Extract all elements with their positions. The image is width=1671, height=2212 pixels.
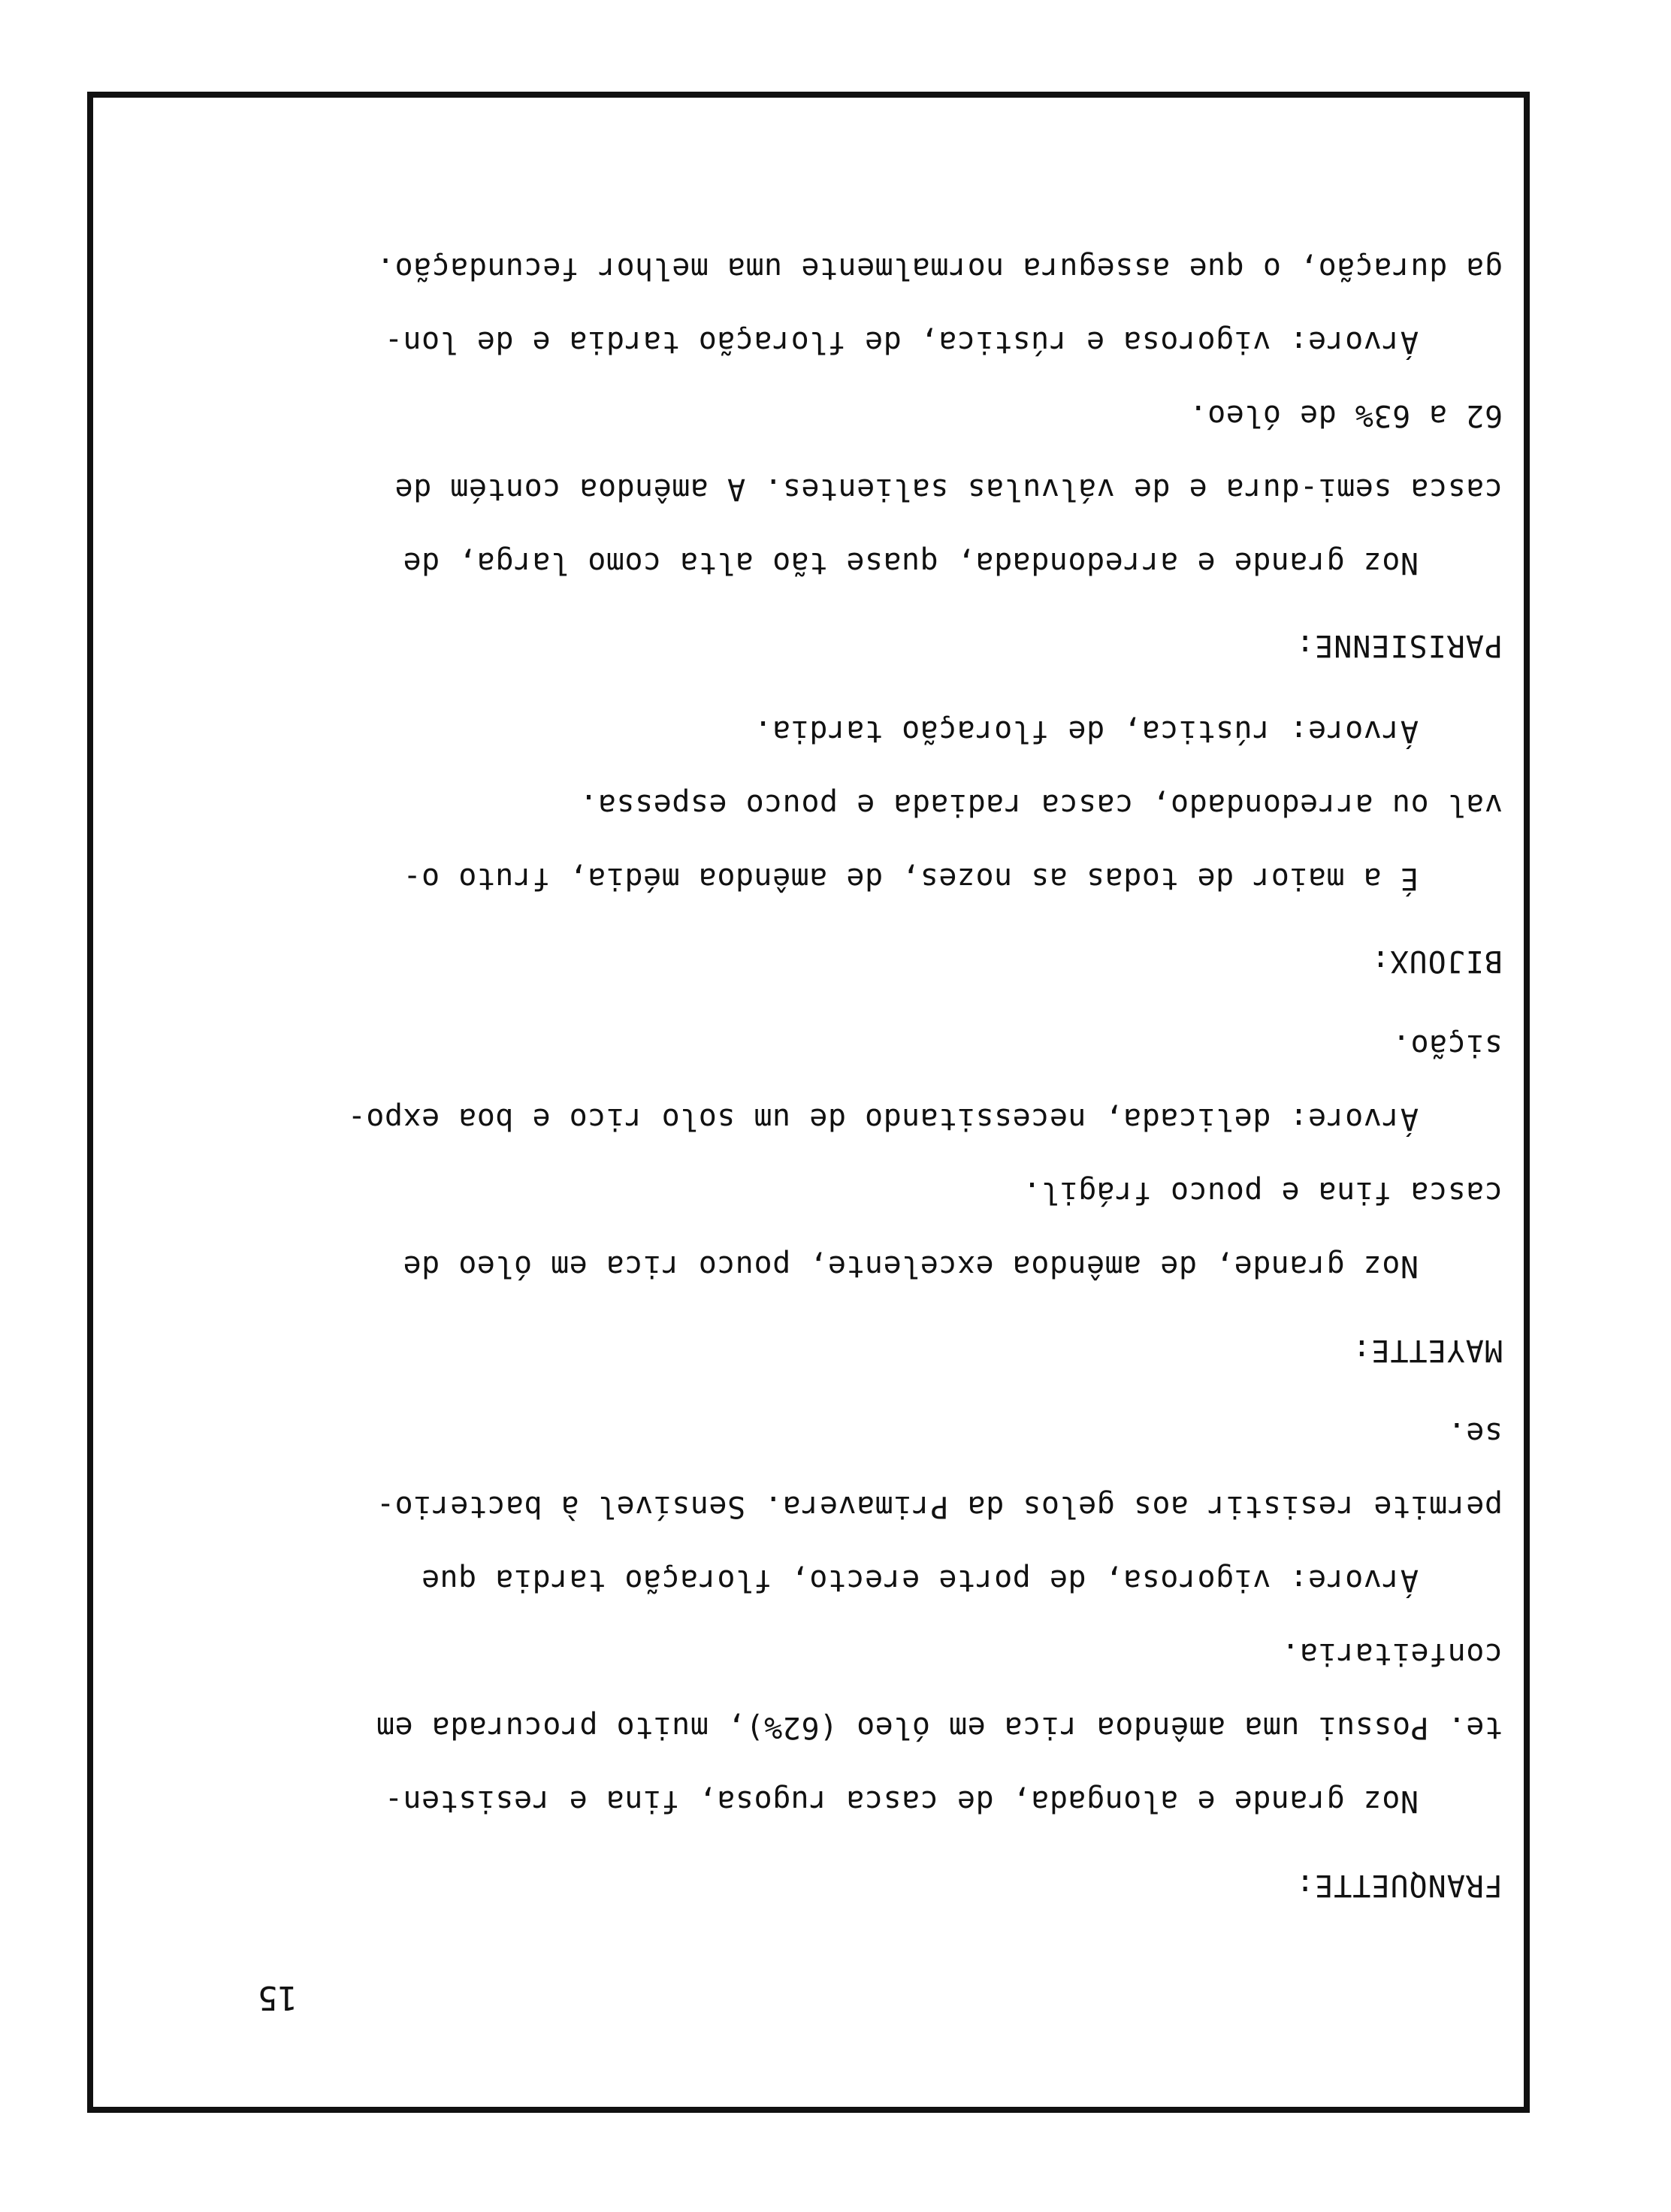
section-heading: FRANQUETTE: (1295, 1868, 1503, 1902)
text-line: permite resistir aos gelos da Primavera. Sensível à bacterio- (376, 1489, 1503, 1524)
text-line: confeitaria. (1281, 1636, 1503, 1671)
text-line: É a maior de todas as nozes, de amêndoa média, fruto o- (402, 861, 1419, 896)
page-border (87, 92, 1530, 2113)
page-number: 15 (258, 1978, 298, 2017)
section-heading: BIJOUX: (1370, 944, 1503, 978)
text-line: se. (1447, 1416, 1503, 1450)
text-line: ga duração, o que assegura normalmente uma melhor fecundação. (376, 251, 1503, 286)
text-line: Árvore: vigorosa e rústica, de floração tardia e de lon- (384, 325, 1419, 359)
text-line: Árvore: vigorosa, de porte erecto, floração tardia que (421, 1563, 1419, 1597)
text-line: te. Possui uma amêndoa rica em óleo (62%), muito procurada em (376, 1710, 1503, 1745)
text-line: sição. (1391, 1028, 1503, 1062)
page-content (93, 98, 1524, 2107)
text-line: 62 a 63% de óleo. (1189, 398, 1503, 433)
text-line: casca fina e pouco frágil. (1022, 1175, 1503, 1210)
text-line: Árvore: rústica, de floração tardia. (754, 714, 1419, 748)
text-line: Noz grande e alongada, de casca rugosa, fina e resisten- (384, 1784, 1419, 1818)
text-line: val ou arredondado, casca radiada e pouco espessa. (579, 787, 1503, 822)
text-line: Árvore: delicada, necessitando de um solo rico e boa expo- (347, 1101, 1419, 1136)
text-line: Noz grande e arredondada, quase tão alta como larga, de (402, 545, 1419, 580)
section-heading: MAYETTE: (1352, 1333, 1503, 1367)
text-line: Noz grande, de amêndoa excelente, pouco rica em óleo de (402, 1249, 1419, 1283)
section-heading: PARISIENNE: (1295, 628, 1503, 663)
text-line: casca semi-dura e de válvulas salientes. A amêndoa contém de (394, 472, 1503, 506)
